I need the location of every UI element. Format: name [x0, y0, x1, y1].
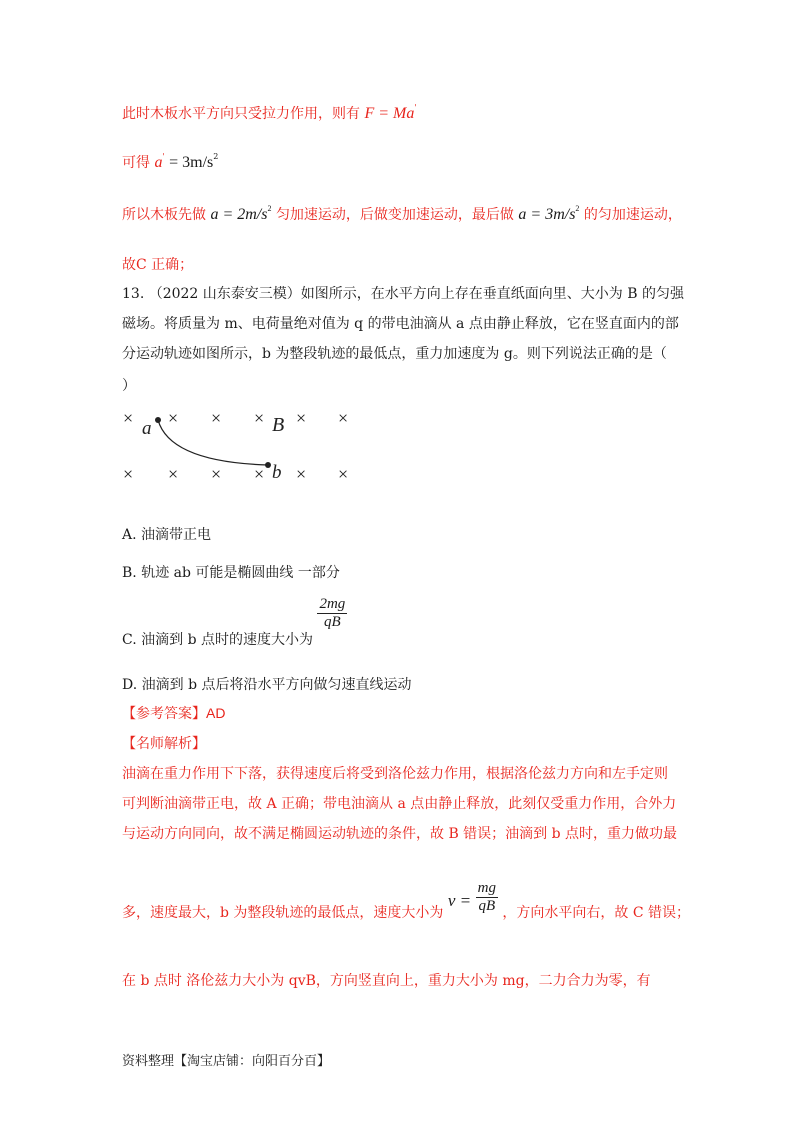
field-cross: ×	[254, 464, 265, 484]
option-b: B. 轨迹 ab 可能是椭圆曲线 一部分	[122, 565, 340, 581]
magnetic-field-diagram	[118, 400, 368, 490]
answer-label: 【参考答案】	[122, 706, 206, 722]
solution-text: 可得	[122, 155, 150, 171]
analysis-label: 【名师解析】	[122, 736, 206, 752]
option-d: D. 油滴到 b 点后将沿水平方向做匀速直线运动	[122, 677, 412, 693]
point-a	[155, 417, 161, 423]
analysis-line-2: 可判断油滴带正电，故 A 正确；带电油滴从 a 点由静止释放，此刻仅受重力作用，合外力	[122, 796, 677, 812]
field-cross: ×	[168, 464, 179, 484]
prime-mark: '	[162, 152, 165, 161]
formula-v: v =	[447, 890, 472, 910]
solution-text: 此时木板水平方向只受拉力作用，则有	[122, 106, 360, 122]
solution-text: 匀加速运动，后做变加速运动，最后做	[275, 207, 514, 223]
solution-line-3	[122, 204, 682, 224]
field-cross: ×	[123, 464, 134, 484]
field-cross: ×	[254, 408, 265, 428]
analysis-text: 多，速度最大，b 为整段轨迹的最低点，速度大小为	[122, 904, 444, 921]
question-line-4: ）	[122, 378, 136, 394]
field-cross: ×	[211, 464, 222, 484]
analysis-line-4	[122, 880, 691, 921]
field-cross: ×	[296, 408, 307, 428]
option-c-text: C. 油滴到 b 点时的速度大小为	[122, 631, 313, 648]
exponent: 2	[213, 152, 219, 161]
formula-a2: $a = 2m/s^2$	[210, 204, 272, 223]
field-cross: ×	[338, 464, 349, 484]
question-line-1: 13. （2022 山东泰安三模）如图所示，在水平方向上存在垂直纸面向里、大小为 B 的匀强	[122, 286, 684, 302]
field-cross: ×	[338, 408, 349, 428]
question-line-3: 分运动轨迹如图所示，b 为整段轨迹的最低点，重力加速度为 g。则下列说法正确的是（	[122, 346, 667, 362]
answer-value: AD	[206, 705, 226, 721]
solution-line-2	[122, 152, 218, 172]
label-a: a	[142, 418, 152, 439]
field-cross: ×	[123, 408, 134, 428]
answer-line	[122, 703, 225, 723]
field-cross: ×	[296, 464, 307, 484]
label-b: b	[272, 462, 282, 483]
analysis-line-1: 油滴在重力作用下下落，获得速度后将受到洛伦兹力作用，根据洛伦兹力方向和左手定则	[122, 766, 668, 782]
analysis-line-3: 与运动方向同向，故不满足椭圆运动轨迹的条件，故 B 错误；油滴到 b 点时，重力做功最	[122, 826, 678, 842]
option-a: A. 油滴带正电	[122, 527, 212, 543]
label-field-B: B	[272, 414, 285, 436]
prime-mark: '	[414, 103, 417, 112]
formula-a: a	[154, 154, 163, 171]
solution-line-1	[122, 103, 417, 123]
fraction-2mg-qb: $\frac{2mg}{qB}$	[319, 596, 346, 630]
fraction-mg-qb: $\frac{mg}{qB}$	[477, 880, 496, 914]
solution-text: 的匀加速运动，	[583, 207, 682, 223]
solution-line-4: 故C 正确；	[122, 257, 194, 273]
field-cross: ×	[211, 408, 222, 428]
field-cross: ×	[168, 408, 179, 428]
analysis-line-5: 在 b 点时 洛伦兹力大小为 qvB，方向竖直向上，重力大小为 mg，二力合力为零，有	[122, 973, 651, 989]
question-line-2: 磁场。将质量为 m、电荷量绝对值为 q 的带电油滴从 a 点由静止释放，它在竖直面内的部	[122, 316, 679, 332]
solution-text: 所以木板先做	[122, 207, 206, 223]
formula-f-ma: F = Ma	[364, 105, 415, 122]
point-b	[265, 462, 271, 468]
formula-value: = 3m/s	[169, 154, 214, 171]
option-c	[122, 596, 347, 648]
page-footer: 资料整理【淘宝店铺：向阳百分百】	[122, 1054, 331, 1069]
formula-a3: $a = 3m/s^2$	[518, 204, 580, 223]
analysis-text: ，方向水平向右，故 C 错误；	[502, 904, 691, 921]
